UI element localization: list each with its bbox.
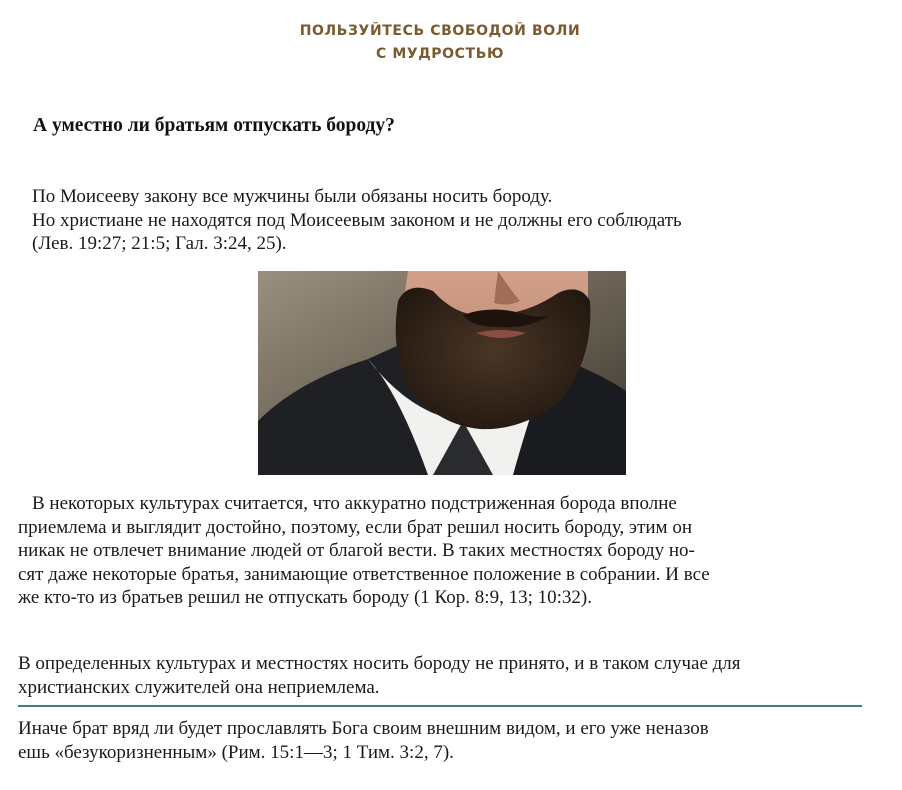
paragraph-line: приемлема и выглядит достойно, поэтому, если брат решил носить бороду, этим он bbox=[18, 516, 692, 538]
paragraph-line: ешь «безукоризненным» (Рим. 15:1—3; 1 Тим. 3:2, 7). bbox=[18, 741, 454, 763]
section-header bbox=[0, 20, 880, 66]
paragraph-not-accepted bbox=[18, 652, 741, 699]
paragraph-line: По Моисееву закону все мужчины были обязаны носить бороду. bbox=[32, 186, 553, 207]
paragraph-line: христианских служителей она неприемлема. bbox=[18, 676, 380, 698]
paragraph-mosaic-law bbox=[32, 185, 682, 256]
paragraph-line: Иначе брат вряд ли будет прославлять Бога своим внешним видом, и его уже неназов bbox=[18, 718, 709, 739]
section-divider bbox=[18, 705, 862, 707]
bearded-man-photo bbox=[258, 271, 626, 475]
question-heading: А уместно ли братьям отпускать бороду? bbox=[33, 115, 395, 136]
bearded-man-photo-icon bbox=[258, 271, 626, 475]
paragraph-line: сят даже некоторые братья, занимающие ответственное положение в собрании. И все bbox=[18, 563, 710, 585]
paragraph-line: же кто-то из братьев решил не отпускать бороду (1 Кор. 8:9, 13; 10:32). bbox=[18, 587, 592, 608]
paragraph-line: В некоторых культурах считается, что аккуратно подстриженная борода вполне bbox=[32, 493, 677, 514]
paragraph-line: (Лев. 19:27; 21:5; Гал. 3:24, 25). bbox=[32, 233, 287, 254]
header-line-2: С МУДРОСТЬЮ bbox=[375, 46, 505, 62]
paragraph-line: В определенных культурах и местностях носить бороду не принято, и в таком случае для bbox=[18, 653, 741, 674]
paragraph-line: никак не отвлечет внимание людей от благой вести. В таких местностях бороду но- bbox=[18, 540, 695, 561]
header-line-1: ПОЛЬЗУЙТЕСЬ СВОБОДОЙ ВОЛИ bbox=[299, 23, 581, 39]
paragraph-line: Но христиане не находятся под Моисеевым законом и не должны его соблюдать bbox=[32, 209, 682, 231]
paragraph-trimmed-beard bbox=[18, 492, 710, 610]
paragraph-glorify-god bbox=[18, 717, 709, 764]
